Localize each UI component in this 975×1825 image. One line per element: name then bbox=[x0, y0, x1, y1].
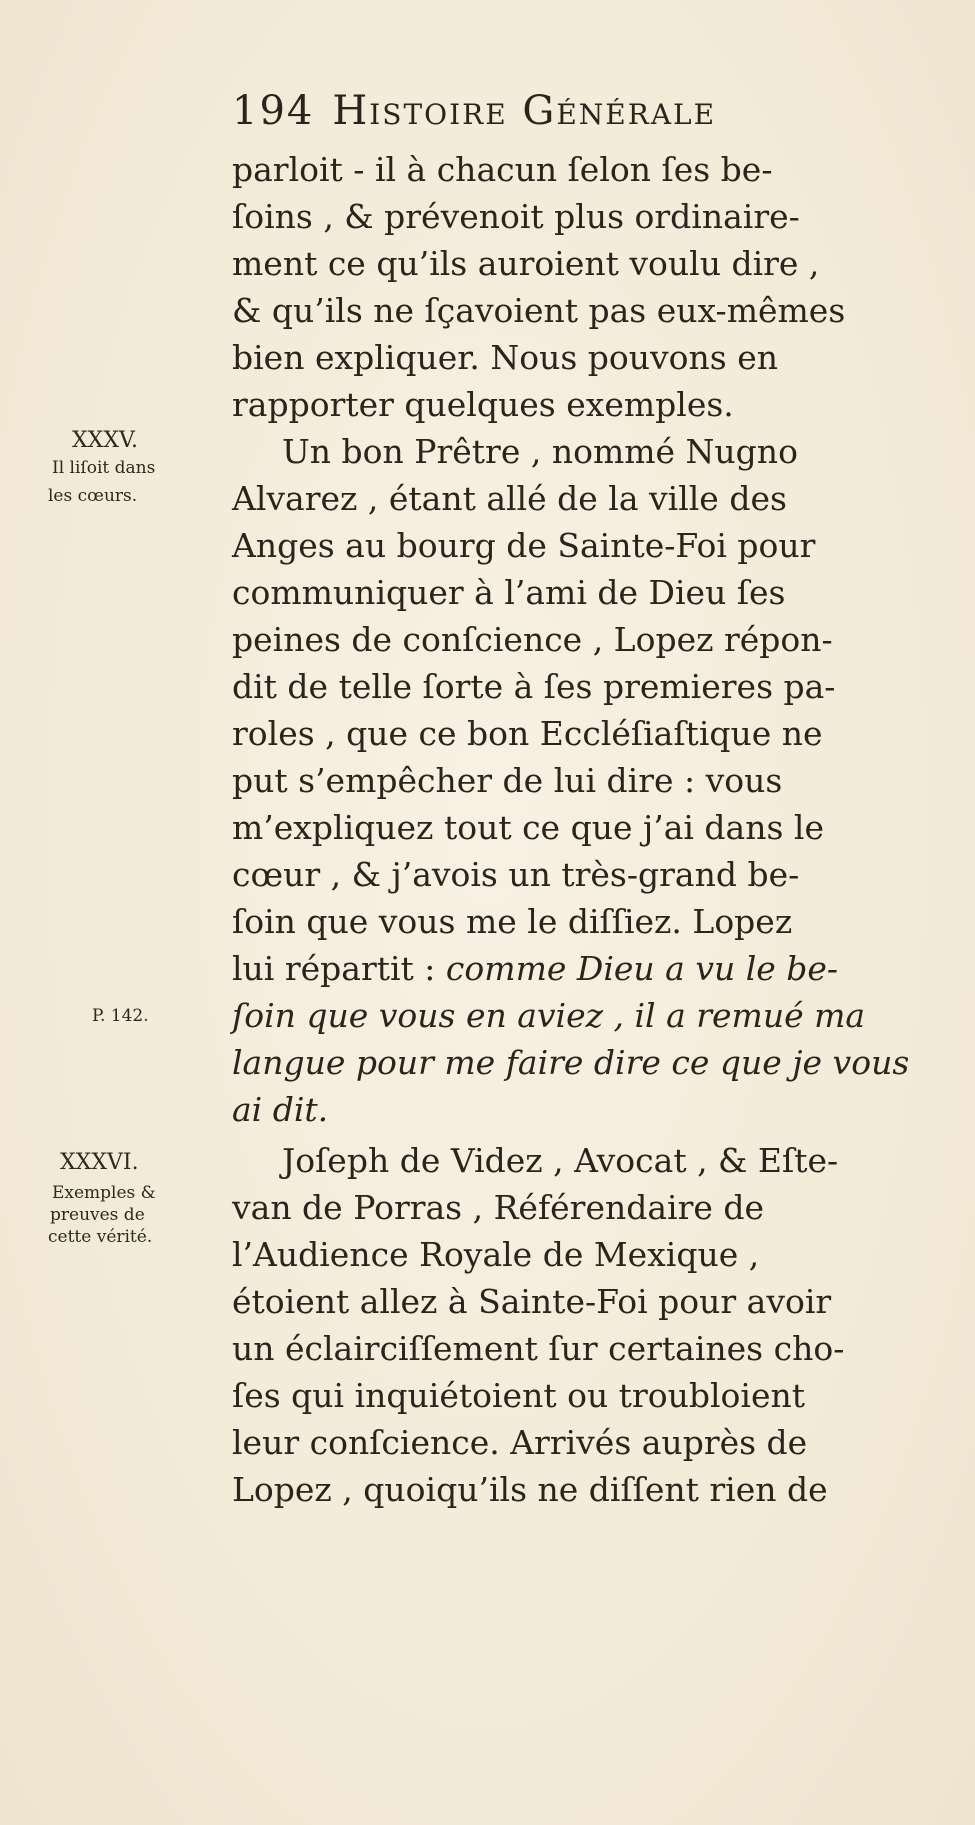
italic-quote: comme Dieu a vu le be- bbox=[445, 949, 839, 988]
text-line: langue pour me faire dire ce que je vous bbox=[232, 1043, 910, 1082]
text-line: parloit - il à chacun ſelon ſes be- bbox=[232, 150, 773, 189]
margin-page-reference: P. 142. bbox=[92, 1006, 149, 1026]
text-line: leur conſcience. Arrivés auprès de bbox=[232, 1423, 808, 1462]
text-line: bien expliquer. Nous pouvons en bbox=[232, 338, 778, 377]
text-line: ment ce qu’ils auroient voulu dire , bbox=[232, 244, 820, 283]
text-line: l’Audience Royale de Mexique , bbox=[232, 1235, 760, 1274]
text-line: put s’empêcher de lui dire : vous bbox=[232, 761, 783, 800]
text-line: Joſeph de Videz , Avocat , & Eſte- bbox=[282, 1141, 839, 1180]
text-line: dit de telle ſorte à ſes premieres pa- bbox=[232, 667, 836, 706]
text-line: ſoin que vous en aviez , il a remué ma bbox=[232, 996, 866, 1035]
text-line: Anges au bourg de Sainte-Foi pour bbox=[232, 526, 816, 565]
text-line: van de Porras , Référendaire de bbox=[232, 1188, 765, 1227]
page-number: 194 bbox=[232, 88, 315, 134]
text-line: ai dit. bbox=[232, 1090, 329, 1129]
margin-section-number: XXXV. bbox=[72, 428, 139, 453]
margin-section-number: XXXVI. bbox=[60, 1150, 139, 1175]
running-header bbox=[232, 88, 716, 134]
text-line: Lopez , quoiqu’ils ne diſſent rien de bbox=[232, 1470, 828, 1509]
margin-note: les cœurs. bbox=[48, 486, 138, 506]
text-segment: lui répartit : bbox=[232, 949, 436, 988]
text-line: communiquer à l’ami de Dieu ſes bbox=[232, 573, 786, 612]
text-line: étoient allez à Sainte-Foi pour avoir bbox=[232, 1282, 832, 1321]
text-line: ſoins , & prévenoit plus ordinaire- bbox=[232, 197, 800, 236]
text-line: roles , que ce bon Eccléſiaſtique ne bbox=[232, 714, 823, 753]
text-line: cœur , & j’avois un très-grand be- bbox=[232, 855, 800, 894]
margin-note: Exemples & bbox=[52, 1183, 156, 1203]
text-line: rapporter quelques exemples. bbox=[232, 385, 734, 424]
margin-note: Il liſoit dans bbox=[52, 458, 156, 478]
text-line: m’expliquez tout ce que j’ai dans le bbox=[232, 808, 824, 847]
text-line: Un bon Prêtre , nommé Nugno bbox=[282, 432, 798, 471]
text-line: ſes qui inquiétoient ou troubloient bbox=[232, 1376, 805, 1415]
running-title: Histoire Générale bbox=[332, 88, 717, 134]
text-line: ſoin que vous me le diſſiez. Lopez bbox=[232, 902, 793, 941]
text-line: peines de conſcience , Lopez répon- bbox=[232, 620, 833, 659]
text-line: un éclairciſſement ſur certaines cho- bbox=[232, 1329, 845, 1368]
text-line: Alvarez , étant allé de la ville des bbox=[232, 479, 787, 518]
text-line: & qu’ils ne ſçavoient pas eux-mêmes bbox=[232, 291, 846, 330]
margin-note: cette vérité. bbox=[48, 1227, 153, 1247]
text-line bbox=[232, 946, 838, 992]
margin-note: preuves de bbox=[50, 1205, 145, 1225]
